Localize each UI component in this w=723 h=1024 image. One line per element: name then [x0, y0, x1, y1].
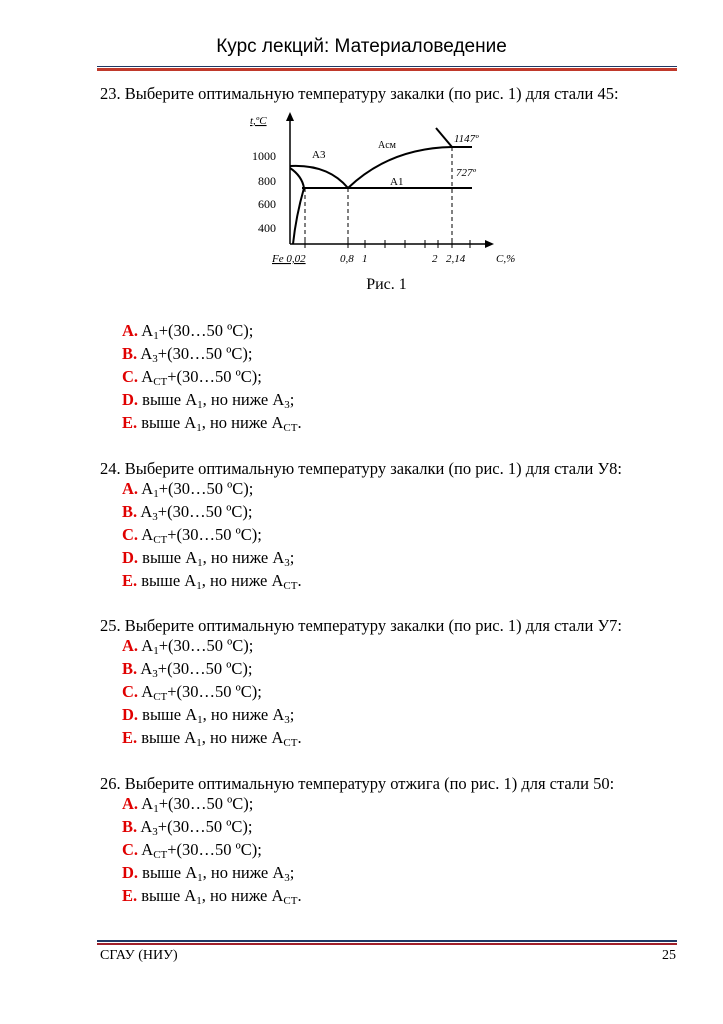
label-a3: A3 — [312, 149, 326, 161]
page-header-title: Курс лекций: Материаловедение — [216, 36, 507, 57]
option-d[interactable]: D. выше $A_1$, но ниже $A_3$; — [122, 863, 295, 884]
x-tick-label: 1 — [362, 253, 368, 265]
x-tick-label: 2,14 — [446, 253, 466, 265]
option-c[interactable]: C. $A_{СТ}+(30\dots 50$ ºС); — [122, 525, 262, 546]
label-acm: Aсм — [378, 140, 396, 151]
page-number: 25 — [662, 948, 676, 963]
acm-upper-line — [436, 128, 452, 147]
solvus-curve — [293, 188, 304, 244]
options-q23 — [122, 319, 302, 434]
y-tick-label: 1000 — [252, 149, 276, 163]
acm-line — [348, 147, 472, 188]
option-e[interactable]: E. выше $A_1$, но ниже $A_{СТ}$. — [122, 886, 302, 907]
footer-org: СГАУ (НИУ) — [100, 948, 178, 963]
question-26-text: 26. Выберите оптимальную температуру отжига (по рис. 1) для стали 50: — [100, 774, 615, 793]
option-a[interactable]: A. $A_1+(30\dots 50$ ºС); — [122, 794, 254, 815]
x-tick-label: Fe 0,02 — [272, 253, 306, 265]
y-tick-label: 800 — [258, 174, 276, 188]
options-q25 — [122, 634, 302, 749]
option-d[interactable]: D. выше $A_1$, но ниже $A_3$; — [122, 548, 295, 569]
x-tick-label: 0,8 — [340, 253, 354, 265]
question-24-text: 24. Выберите оптимальную температуру закалки (по рис. 1) для стали У8: — [100, 459, 622, 478]
option-e[interactable]: E. выше $A_1$, но ниже $A_{СТ}$. — [122, 413, 302, 434]
options-q26 — [122, 792, 302, 907]
option-b[interactable]: B. $A_3+(30\dots 50$ ºС); — [122, 659, 253, 680]
figure-caption: Рис. 1 — [366, 276, 407, 293]
x-axis-arrow — [485, 240, 494, 248]
y-axis-arrow — [286, 112, 294, 121]
option-c[interactable]: C. $A_{СТ}+(30\dots 50$ ºС); — [122, 840, 262, 861]
y-axis-label: t,ºC — [250, 115, 267, 127]
label-1147: 1147º — [454, 133, 479, 145]
option-c[interactable]: C. $A_{СТ}+(30\dots 50$ ºС); — [122, 367, 262, 388]
label-a1: A1 — [390, 176, 404, 188]
footer-rule-dark — [97, 940, 677, 942]
option-a[interactable]: A. $A_1+(30\dots 50$ ºС); — [122, 636, 254, 657]
label-727: 727º — [456, 167, 476, 179]
y-tick-label: 400 — [258, 221, 276, 235]
option-a[interactable]: A. $A_1+(30\dots 50$ ºС); — [122, 479, 254, 500]
option-b[interactable]: B. $A_3+(30\dots 50$ ºС); — [122, 817, 253, 838]
header-rule-thin — [97, 66, 677, 67]
question-23-text: 23. Выберите оптимальную температуру закалки (по рис. 1) для стали 45: — [100, 84, 619, 103]
option-b[interactable]: B. $A_3+(30\dots 50$ ºС); — [122, 502, 253, 523]
x-axis-label: C,% — [496, 253, 516, 265]
x-tick-label: 2 — [432, 253, 438, 265]
gp-curve — [290, 168, 304, 188]
option-d[interactable]: D. выше $A_1$, но ниже $A_3$; — [122, 705, 295, 726]
option-c[interactable]: C. $A_{СТ}+(30\dots 50$ ºС); — [122, 682, 262, 703]
option-e[interactable]: E. выше $A_1$, но ниже $A_{СТ}$. — [122, 571, 302, 592]
option-d[interactable]: D. выше $A_1$, но ниже $A_3$; — [122, 390, 295, 411]
option-a[interactable]: A. $A_1+(30\dots 50$ ºС); — [122, 321, 254, 342]
question-25-text: 25. Выберите оптимальную температуру закалки (по рис. 1) для стали У7: — [100, 616, 622, 635]
option-b[interactable]: B. $A_3+(30\dots 50$ ºС); — [122, 344, 253, 365]
footer-rule-red — [97, 943, 677, 945]
y-tick-label: 600 — [258, 197, 276, 211]
options-q24 — [122, 477, 302, 592]
iron-carbon-diagram — [240, 106, 540, 271]
header-rule-thick — [97, 68, 677, 71]
option-e[interactable]: E. выше $A_1$, но ниже $A_{СТ}$. — [122, 728, 302, 749]
